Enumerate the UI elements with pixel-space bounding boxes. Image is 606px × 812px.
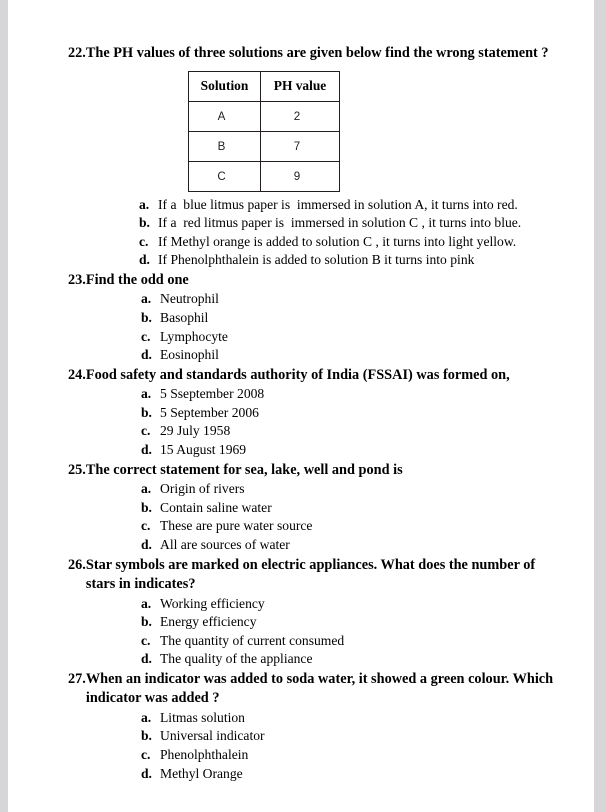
table-row: [189, 131, 340, 161]
option-22-b[interactable]: [139, 214, 558, 233]
option-text: If a red litmus paper is immersed in solution C , it turns into blue.: [158, 215, 522, 231]
option-text: 29 July 1958: [160, 423, 231, 439]
option-text: If Methyl orange is added to solution C , it turns into light yellow.: [158, 233, 517, 249]
option-text: Methyl Orange: [160, 765, 243, 781]
option-list-23: [141, 290, 558, 364]
option-text: The quantity of current consumed: [160, 632, 345, 648]
option-24-a[interactable]: [141, 385, 558, 404]
option-letter: c.: [141, 747, 151, 763]
cell-ph-c: 9: [261, 161, 340, 191]
question-stem-26: [68, 556, 558, 595]
option-text: Contain saline water: [160, 499, 272, 515]
option-text: Neutrophil: [160, 291, 219, 307]
question-block-26: [68, 556, 558, 669]
option-letter: d.: [141, 651, 152, 667]
option-text: Universal indicator: [160, 728, 265, 744]
option-27-d[interactable]: [141, 765, 558, 784]
option-22-c[interactable]: [139, 233, 558, 252]
option-22-d[interactable]: [139, 251, 558, 270]
option-list-25: [141, 480, 558, 554]
option-letter: a.: [141, 481, 152, 497]
option-text: If Phenolphthalein is added to solution B it turns into pink: [158, 252, 475, 268]
option-letter: b.: [139, 215, 150, 231]
option-text: 15 August 1969: [160, 442, 247, 458]
option-letter: d.: [141, 347, 152, 363]
question-stem-25: [68, 461, 558, 481]
question-text-22: The PH values of three solutions are given below find the wrong statement ?: [85, 45, 549, 61]
cell-ph-a: 2: [261, 101, 340, 131]
option-26-c[interactable]: [141, 632, 558, 651]
ph-table-wrapper: [68, 71, 558, 192]
question-block-25: [68, 461, 558, 555]
question-block-22: [68, 44, 558, 270]
cell-solution-a: A: [189, 101, 261, 131]
option-text: The quality of the appliance: [160, 651, 313, 667]
question-number-26: 26.: [68, 556, 86, 573]
option-text: Origin of rivers: [160, 481, 245, 497]
option-text: Working efficiency: [160, 595, 265, 611]
question-number-22: 22.: [68, 45, 86, 61]
question-text-26: Star symbols are marked on electric appliances. What does the number of stars in indicates?: [85, 556, 536, 592]
option-letter: a.: [141, 291, 152, 307]
option-27-c[interactable]: [141, 746, 558, 765]
option-letter: c.: [141, 632, 151, 648]
option-letter: c.: [141, 518, 151, 534]
option-letter: b.: [141, 309, 152, 325]
option-text: All are sources of water: [160, 536, 290, 552]
option-22-a[interactable]: [139, 196, 558, 215]
option-26-a[interactable]: [141, 595, 558, 614]
question-block-24: [68, 366, 558, 460]
option-25-b[interactable]: [141, 499, 558, 518]
option-text: Lymphocyte: [160, 328, 228, 344]
question-block-27: [68, 670, 558, 783]
question-number-23: 23.: [68, 271, 86, 288]
option-23-b[interactable]: [141, 309, 558, 328]
option-text: Phenolphthalein: [160, 747, 249, 763]
option-26-d[interactable]: [141, 650, 558, 669]
option-letter: a.: [139, 196, 150, 212]
question-number-25: 25.: [68, 461, 86, 478]
question-number-24: 24.: [68, 366, 86, 383]
option-letter: b.: [141, 499, 152, 515]
option-list-24: [141, 385, 558, 459]
option-letter: d.: [141, 442, 152, 458]
option-27-b[interactable]: [141, 727, 558, 746]
question-number-27: 27.: [68, 670, 86, 687]
question-stem-24: [68, 366, 558, 386]
cell-solution-b: B: [189, 131, 261, 161]
option-letter: b.: [141, 404, 152, 420]
question-text-23: Find the odd one: [85, 271, 189, 288]
option-letter: a.: [141, 709, 152, 725]
option-list-26: [141, 595, 558, 669]
question-text-27: When an indicator was added to soda water, it showed a green colour. Which indicator was added ?: [85, 670, 554, 707]
option-text: Basophil: [160, 309, 209, 325]
cell-ph-b: 7: [261, 131, 340, 161]
option-letter: c.: [141, 423, 151, 439]
option-text: If a blue litmus paper is immersed in solution A, it turns into red.: [158, 196, 518, 212]
ph-values-table: [188, 71, 340, 192]
document-page: [8, 0, 594, 812]
option-text: 5 Sseptember 2008: [160, 386, 265, 402]
option-list-27: [141, 709, 558, 783]
option-24-d[interactable]: [141, 441, 558, 460]
table-header-row: [189, 71, 340, 101]
option-letter: d.: [141, 765, 152, 781]
option-25-c[interactable]: [141, 517, 558, 536]
option-23-c[interactable]: [141, 328, 558, 347]
option-25-a[interactable]: [141, 480, 558, 499]
option-text: 5 September 2006: [160, 404, 259, 420]
question-text-25: The correct statement for sea, lake, well and pond is: [85, 461, 403, 478]
question-text-24: Food safety and standards authority of India (FSSAI) was formed on,: [85, 366, 510, 383]
option-25-d[interactable]: [141, 536, 558, 555]
table-row: [189, 161, 340, 191]
option-letter: c.: [141, 328, 151, 344]
option-text: Energy efficiency: [160, 614, 257, 630]
option-list-22: [139, 196, 558, 270]
option-letter: d.: [139, 252, 150, 268]
option-letter: d.: [141, 536, 152, 552]
option-text: Eosinophil: [160, 347, 219, 363]
table-header-solution: Solution: [189, 71, 261, 101]
option-24-c[interactable]: [141, 422, 558, 441]
cell-solution-c: C: [189, 161, 261, 191]
option-text: Litmas solution: [160, 709, 245, 725]
table-row: [189, 101, 340, 131]
question-block-23: [68, 271, 558, 365]
option-letter: c.: [139, 233, 149, 249]
option-24-b[interactable]: [141, 404, 558, 423]
question-stem-27: [68, 670, 558, 709]
option-letter: a.: [141, 595, 152, 611]
option-letter: b.: [141, 614, 152, 630]
option-23-a[interactable]: [141, 290, 558, 309]
question-stem-22: [68, 44, 558, 64]
option-text: These are pure water source: [160, 518, 313, 534]
table-header-ph-value: PH value: [261, 71, 340, 101]
option-27-a[interactable]: [141, 709, 558, 728]
option-letter: a.: [141, 386, 152, 402]
option-23-d[interactable]: [141, 346, 558, 365]
option-letter: b.: [141, 728, 152, 744]
option-26-b[interactable]: [141, 613, 558, 632]
question-stem-23: [68, 271, 558, 291]
question-list: [68, 44, 558, 784]
